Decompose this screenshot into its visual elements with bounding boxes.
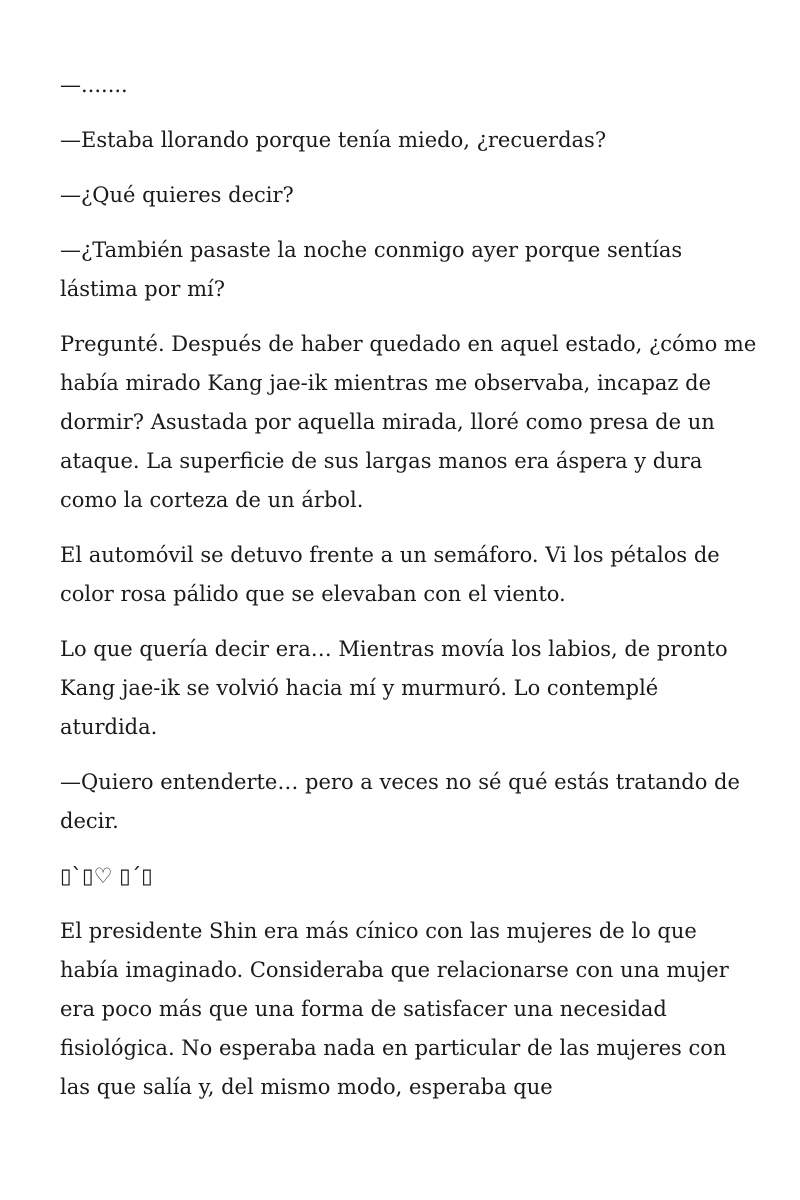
paragraph-night-dialogue: —¿También pasaste la noche conmigo ayer porque sentías lástima por mí? xyxy=(60,238,683,301)
paragraph-understand-dialogue: —Quiero entenderte… pero a veces no sé qué estás tratando de decir. xyxy=(60,770,740,833)
paragraph-narration-asked: Pregunté. Después de haber quedado en aquel estado, ¿cómo me había mirado Kang jae-ik mientras me observaba, incapaz de dormir? Asustada por aquella mirada, lloré como presa de un ataque. La superficie de sus largas manos era áspera y dura como la corteza de un árbol. xyxy=(60,332,757,512)
paragraph-ellipsis-dialogue: —....... xyxy=(60,73,128,97)
paragraph-president-shin: El presidente Shin era más cínico con las mujeres de lo que había imaginado. Consideraba que relacionarse con una mujer era poco más que una forma de satisfacer una necesidad fisiológica. No esperaba nada en particular de las mujeres con las que salía y, del mismo modo, esperaba que xyxy=(60,919,729,1099)
paragraph-question-dialogue: —¿Qué quieres decir? xyxy=(60,183,294,207)
section-separator: ▯`▯♡ ▯´▯ xyxy=(60,864,153,888)
paragraph-narration-murmur: Lo que quería decir era… Mientras movía los labios, de pronto Kang jae-ik se volvió hacia mí y murmuró. Lo contemplé aturdida. xyxy=(60,637,728,739)
paragraph-narration-car: El automóvil se detuvo frente a un semáforo. Vi los pétalos de color rosa pálido que se elevaban con el viento. xyxy=(60,543,720,606)
paragraph-crying-dialogue: —Estaba llorando porque tenía miedo, ¿recuerdas? xyxy=(60,128,607,152)
reader-page xyxy=(60,66,760,1123)
